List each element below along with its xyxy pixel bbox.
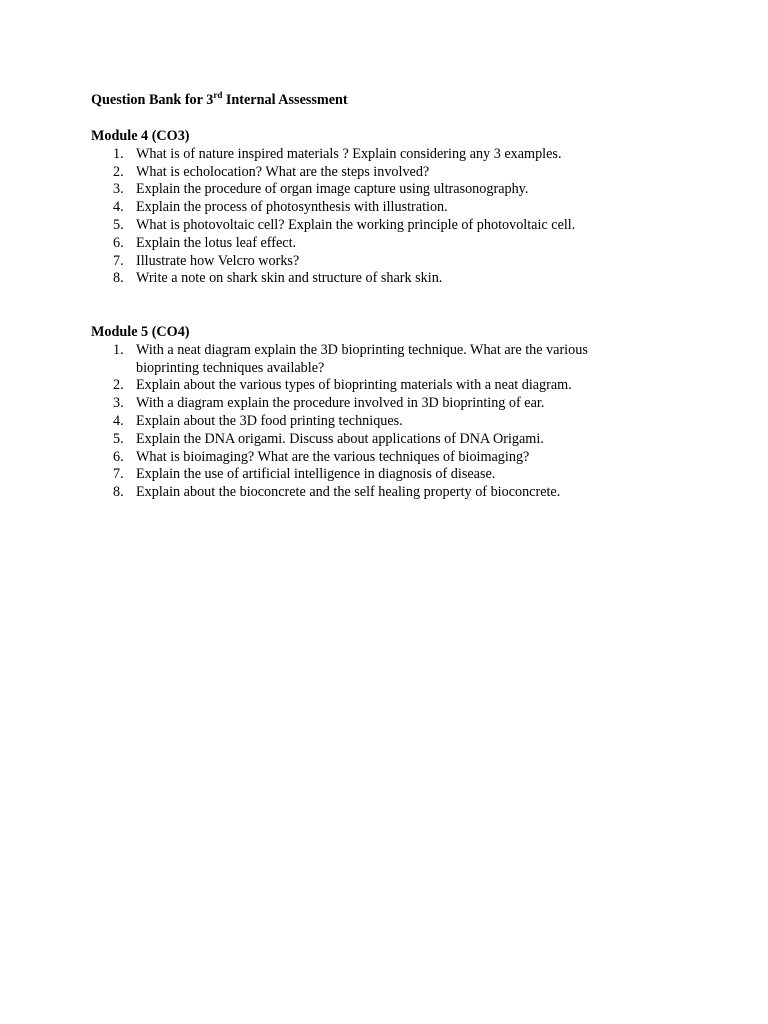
question-item xyxy=(91,431,636,449)
question-item xyxy=(91,484,636,502)
question-text: Illustrate how Velcro works? xyxy=(136,252,300,269)
question-number: 4. xyxy=(113,199,124,216)
question-item xyxy=(91,377,636,395)
question-number: 1. xyxy=(113,341,124,358)
question-item xyxy=(91,164,636,182)
question-text: With a neat diagram explain the 3D bioprinting technique. What are the various bioprinting techniques available? xyxy=(136,341,588,376)
question-number: 6. xyxy=(113,234,124,251)
question-text: With a diagram explain the procedure involved in 3D bioprinting of ear. xyxy=(136,395,545,412)
question-number: 6. xyxy=(113,448,124,465)
question-item xyxy=(91,413,636,431)
question-text: Explain the lotus leaf effect. xyxy=(136,234,297,251)
question-number: 3. xyxy=(113,181,124,198)
question-number: 8. xyxy=(113,484,124,501)
question-item xyxy=(91,146,636,164)
question-list xyxy=(91,146,636,288)
question-number: 4. xyxy=(113,412,124,429)
module-4-section xyxy=(91,128,636,288)
title-superscript: rd xyxy=(213,90,223,100)
question-item xyxy=(91,449,636,467)
question-item xyxy=(91,235,636,253)
question-item xyxy=(91,199,636,217)
question-text: What is echolocation? What are the steps involved? xyxy=(136,163,430,180)
module-heading: Module 4 (CO3) xyxy=(91,128,190,144)
title-prefix: Question Bank for 3 xyxy=(91,92,214,108)
question-text: Explain the DNA origami. Discuss about applications of DNA Origami. xyxy=(136,430,544,447)
question-text: Explain the procedure of organ image capture using ultrasonography. xyxy=(136,181,529,198)
question-number: 7. xyxy=(113,252,124,269)
document-title xyxy=(91,92,348,110)
question-number: 7. xyxy=(113,466,124,483)
question-text: What is bioimaging? What are the various techniques of bioimaging? xyxy=(136,448,530,465)
question-number: 2. xyxy=(113,377,124,394)
question-number: 2. xyxy=(113,163,124,180)
question-item xyxy=(91,181,636,199)
question-item xyxy=(91,395,636,413)
question-item xyxy=(91,217,636,235)
question-number: 5. xyxy=(113,430,124,447)
question-text: What is of nature inspired materials ? Explain considering any 3 examples. xyxy=(136,145,562,162)
question-list xyxy=(91,342,636,502)
module-heading: Module 5 (CO4) xyxy=(91,324,190,340)
question-item xyxy=(91,253,636,271)
module-5-section xyxy=(91,324,636,502)
question-item xyxy=(91,342,636,378)
question-number: 8. xyxy=(113,270,124,287)
question-item xyxy=(91,466,636,484)
question-text: Explain about the 3D food printing techniques. xyxy=(136,412,403,429)
question-number: 1. xyxy=(113,145,124,162)
question-text: Explain about the various types of bioprinting materials with a neat diagram. xyxy=(136,377,572,394)
question-number: 3. xyxy=(113,395,124,412)
question-text: Write a note on shark skin and structure of shark skin. xyxy=(136,270,443,287)
question-text: Explain about the bioconcrete and the self healing property of bioconcrete. xyxy=(136,484,561,501)
question-item xyxy=(91,270,636,288)
title-suffix: Internal Assessment xyxy=(222,92,348,108)
question-text: Explain the use of artificial intelligence in diagnosis of disease. xyxy=(136,466,496,483)
question-text: Explain the process of photosynthesis with illustration. xyxy=(136,199,448,216)
question-number: 5. xyxy=(113,216,124,233)
question-text: What is photovoltaic cell? Explain the working principle of photovoltaic cell. xyxy=(136,216,576,233)
